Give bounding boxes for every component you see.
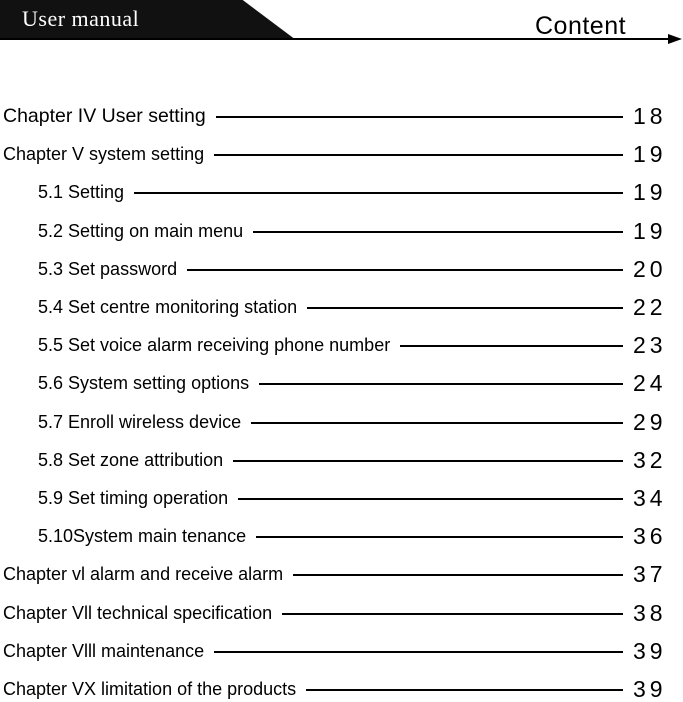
toc-page-number: 32 (633, 446, 667, 473)
toc-entry[interactable] (0, 327, 683, 357)
arrow-right-icon (668, 34, 682, 44)
manual-label: User manual (22, 6, 140, 31)
toc-page-number: 39 (633, 676, 667, 702)
toc-leader-line (187, 269, 623, 271)
toc-page-number: 36 (633, 523, 667, 550)
toc-entry-label: 5.10System main tenance (38, 526, 247, 547)
toc-page-number: 38 (633, 599, 667, 626)
toc-page-number: 22 (633, 294, 667, 320)
toc-entry-label: 5.7 Enroll wireless device (38, 411, 242, 432)
page-title: Content (535, 12, 627, 40)
toc-entry[interactable] (0, 556, 683, 586)
toc-entry-label: 5.4 Set centre monitoring station (38, 297, 298, 317)
toc-entry-label: 5.2 Setting on main menu (38, 220, 244, 241)
toc-page-number: 18 (633, 103, 667, 129)
toc-page-number: 24 (633, 370, 667, 397)
toc-leader-line (256, 536, 623, 538)
toc-leader-line (216, 116, 623, 118)
toc-entry-label: Chapter Vlll maintenance (3, 640, 205, 661)
toc-page-number: 19 (633, 179, 667, 206)
toc-page-number: 34 (633, 485, 667, 511)
toc-entry-label: 5.1 Setting (38, 182, 125, 203)
toc-leader-line (307, 307, 623, 309)
toc-entry-label: 5.6 System setting options (38, 373, 250, 394)
toc-page-number: 23 (633, 332, 667, 359)
toc-page-number: 39 (633, 637, 667, 664)
toc-entry-label: Chapter VX limitation of the products (3, 679, 297, 699)
toc-leader-line (134, 192, 623, 194)
toc-entry[interactable] (0, 518, 683, 548)
toc-page-number: 29 (633, 408, 667, 435)
toc-entry[interactable] (0, 289, 683, 319)
toc-entry[interactable] (0, 174, 683, 204)
toc-entry[interactable] (0, 365, 683, 395)
toc-entry[interactable] (0, 213, 683, 243)
toc-leader-line (293, 574, 623, 576)
toc-page-number: 20 (633, 255, 667, 282)
toc-entry-label: Chapter V system setting (3, 144, 205, 165)
toc-entry[interactable] (0, 251, 683, 281)
toc-entry[interactable] (0, 404, 683, 434)
toc-leader-line (238, 498, 623, 500)
toc-entry[interactable] (0, 98, 683, 128)
toc-entry-label: 5.9 Set timing operation (38, 488, 229, 508)
toc-entry[interactable] (0, 671, 683, 701)
toc-page-number: 19 (633, 217, 667, 244)
toc-leader-line (306, 689, 623, 691)
toc-entry-label: 5.8 Set zone attribution (38, 449, 224, 470)
toc-entry[interactable] (0, 633, 683, 663)
toc-leader-line (233, 460, 623, 462)
toc-entry[interactable] (0, 595, 683, 625)
toc-leader-line (253, 231, 623, 233)
toc-leader-line (214, 651, 623, 653)
toc-entry-label: Chapter Vll technical specification (3, 602, 273, 623)
toc-entry-label: Chapter IV User setting (3, 105, 206, 127)
toc-entry-label: 5.3 Set password (38, 258, 178, 279)
toc-entry[interactable] (0, 136, 683, 166)
toc-entry-label: 5.5 Set voice alarm receiving phone number (38, 335, 391, 356)
toc-leader-line (282, 613, 623, 615)
toc-leader-line (214, 154, 623, 156)
toc-page-number: 37 (633, 561, 667, 588)
toc-leader-line (251, 422, 623, 424)
toc-entry-label: Chapter vl alarm and receive alarm (3, 564, 284, 585)
toc-leader-line (259, 383, 623, 385)
toc-leader-line (400, 345, 623, 347)
toc-entry[interactable] (0, 442, 683, 472)
toc-entry[interactable] (0, 480, 683, 510)
toc-page-number: 19 (633, 141, 667, 168)
